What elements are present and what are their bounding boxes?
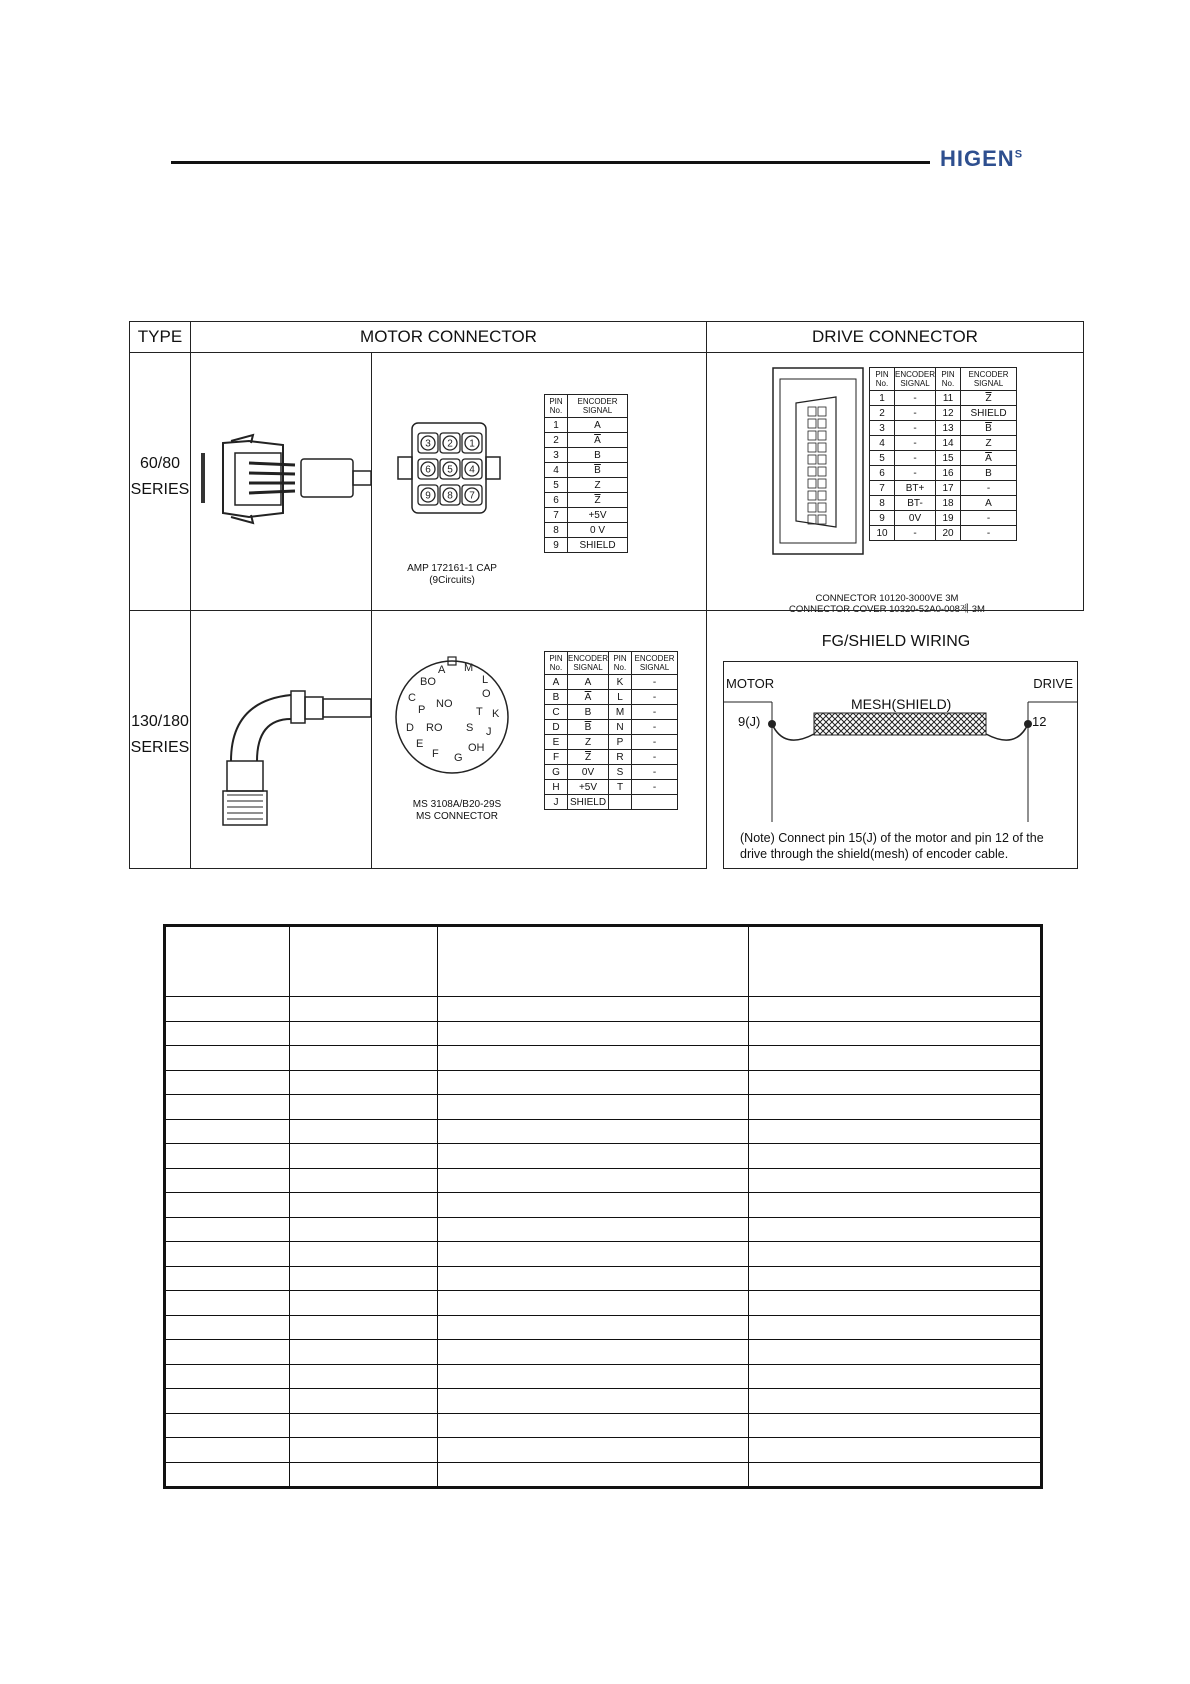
- table-cell: [166, 1242, 290, 1267]
- table-row: [166, 1438, 1041, 1463]
- table-row: F $\overline{Z}$ R -: [545, 750, 678, 765]
- plug-connector-icon: [191, 353, 371, 610]
- mdr-pin: [808, 419, 816, 428]
- table-cell: [749, 1413, 1041, 1438]
- table-row: 3 - 13 $\overline{B}$: [870, 421, 1017, 436]
- table-cell: [290, 1266, 438, 1291]
- pin-number: 8: [447, 490, 453, 502]
- table-cell: [166, 1046, 290, 1071]
- table-cell: [166, 1095, 290, 1120]
- ms-pin-letter: P: [418, 704, 426, 716]
- table-cell: [438, 1364, 749, 1389]
- mdr-pin: [818, 503, 826, 512]
- table-row: [166, 1168, 1041, 1193]
- table-cell: [438, 1266, 749, 1291]
- table-row: [166, 1046, 1041, 1071]
- table-row: D $\overline{B}$ N -: [545, 720, 678, 735]
- table-cell: [438, 1193, 749, 1218]
- table-cell: [166, 1340, 290, 1365]
- table-cell: [749, 1364, 1041, 1389]
- table-row: 5 Z: [545, 478, 628, 493]
- mdr-pin: [818, 479, 826, 488]
- mdr-pin: [808, 431, 816, 440]
- table-cell: [438, 997, 749, 1022]
- mdr-pin: [808, 479, 816, 488]
- ms-pin-letter: L: [482, 674, 489, 686]
- table-row: 3 B: [545, 448, 628, 463]
- table-row: 10 - 20 -: [870, 526, 1017, 541]
- mdr-pin: [808, 455, 816, 464]
- ms-pin-letter: RO: [426, 722, 443, 734]
- table-cell: [290, 1144, 438, 1169]
- table-row: G 0V S -: [545, 765, 678, 780]
- table-row: 8 0 V: [545, 523, 628, 538]
- mdr-pin: [808, 443, 816, 452]
- pin-number: 1: [469, 438, 475, 450]
- table-row: [166, 1364, 1041, 1389]
- table-cell: [749, 1119, 1041, 1144]
- table-cell: [749, 1291, 1041, 1316]
- mdr-pin: [818, 467, 826, 476]
- ms-pin-letter: A: [438, 664, 446, 676]
- table-row: 4 - 14 Z: [870, 436, 1017, 451]
- mdr-pin: [818, 407, 826, 416]
- table-cell: [438, 1438, 749, 1463]
- table-cell: [290, 1070, 438, 1095]
- table-cell: [438, 1242, 749, 1267]
- blank-grid: [165, 926, 1041, 1487]
- table-cell: [749, 1462, 1041, 1487]
- table-cell: [290, 1462, 438, 1487]
- table-cell: [290, 1119, 438, 1144]
- table-cell: [749, 1389, 1041, 1414]
- mdr-pin: [818, 491, 826, 500]
- table-cell: [438, 1095, 749, 1120]
- table-cell: [290, 1438, 438, 1463]
- ms-connector-icon: [392, 655, 512, 775]
- mdr-pin: [808, 407, 816, 416]
- table-cell: [438, 1340, 749, 1365]
- table-row: 7 BT+ 17 -: [870, 481, 1017, 496]
- table-row: A A K -: [545, 675, 678, 690]
- ms-pin-letter: K: [492, 708, 500, 720]
- mdr-pin: [808, 491, 816, 500]
- amp-caption: AMP 172161-1 CAP (9Circuits): [407, 563, 497, 586]
- ms-pin-letter: NO: [436, 698, 453, 710]
- table-row: [166, 1021, 1041, 1046]
- ms-pin-letter: T: [476, 706, 483, 718]
- table-row: [166, 1217, 1041, 1242]
- table-row: 7 +5V: [545, 508, 628, 523]
- table-cell: [438, 1413, 749, 1438]
- table-cell: [166, 1168, 290, 1193]
- drive-caption: CONNECTOR 10120-3000VE 3M CONNECTOR COVER 10320-52A0-008제 3M: [789, 593, 985, 615]
- table-row: [166, 1144, 1041, 1169]
- ms-pin-letter: BO: [420, 676, 436, 688]
- ms-pin-letter: F: [432, 748, 439, 760]
- mdr-pin: [808, 503, 816, 512]
- table-cell: [438, 1119, 749, 1144]
- table-row: 1 A: [545, 418, 628, 433]
- table-row: [166, 927, 1041, 997]
- mdr-pin: [818, 431, 826, 440]
- pin-number: 7: [469, 490, 475, 502]
- table-cell: [166, 1438, 290, 1463]
- table-cell: [290, 1291, 438, 1316]
- table-cell: [749, 997, 1041, 1022]
- table-cell: [290, 997, 438, 1022]
- ms-pin-letter: D: [406, 722, 414, 734]
- table-cell: [290, 1168, 438, 1193]
- table-row: 9 0V 19 -: [870, 511, 1017, 526]
- table-cell: [749, 1438, 1041, 1463]
- table-row: 9 SHIELD: [545, 538, 628, 553]
- blank-table: [163, 924, 1043, 1489]
- fg-diagram: [723, 661, 1078, 869]
- table-cell: [438, 1070, 749, 1095]
- table-row: [166, 997, 1041, 1022]
- table-cell: [749, 1144, 1041, 1169]
- table-row: C B M -: [545, 705, 678, 720]
- header-motor-connector: MOTOR CONNECTOR: [190, 321, 707, 353]
- table-row: [166, 1340, 1041, 1365]
- fg-drive-pin: 12: [1032, 714, 1047, 729]
- table-cell: [749, 1193, 1041, 1218]
- table-row: [166, 1095, 1041, 1120]
- table-cell: [290, 1217, 438, 1242]
- table-cell: [166, 1144, 290, 1169]
- fg-drive-label: DRIVE: [1033, 676, 1073, 691]
- pin-number: 3: [425, 438, 431, 450]
- table-row: B $\overline{A}$ L -: [545, 690, 678, 705]
- table-cell: [749, 1242, 1041, 1267]
- mdr-pin: [818, 443, 826, 452]
- table-cell: [438, 1144, 749, 1169]
- table-row: [166, 1242, 1041, 1267]
- ms-pin-letter: OH: [468, 742, 485, 754]
- motor-plug-image-60-80: [190, 352, 372, 611]
- table-row: [166, 1266, 1041, 1291]
- table-cell: [749, 927, 1041, 997]
- table-cell: [166, 1389, 290, 1414]
- ms-pin-letter: J: [486, 726, 492, 738]
- ms-pin-letter: S: [466, 722, 474, 734]
- ms-pin-letter: M: [464, 662, 474, 674]
- table-cell: [749, 1046, 1041, 1071]
- ms-caption: MS 3108A/B20-29S MS CONNECTOR: [412, 799, 502, 822]
- table-cell: [166, 1217, 290, 1242]
- brand-logo: $HIGEN^S$: [940, 146, 1024, 171]
- table-cell: [438, 1389, 749, 1414]
- table-row: 2 - 12 SHIELD: [870, 406, 1017, 421]
- table-row: [166, 1389, 1041, 1414]
- mdr-pin: [808, 467, 816, 476]
- table-cell: [749, 1095, 1041, 1120]
- table-row: E Z P -: [545, 735, 678, 750]
- table-cell: [749, 1266, 1041, 1291]
- table-cell: [166, 1193, 290, 1218]
- pin-number: 4: [469, 464, 475, 476]
- table-cell: [290, 1364, 438, 1389]
- table-row: [166, 1413, 1041, 1438]
- type-cell-130-180: 130/180 SERIES: [129, 610, 191, 869]
- mdr-connector-icon: [772, 367, 867, 557]
- table-cell: [749, 1168, 1041, 1193]
- header-rule: [171, 161, 930, 164]
- table-cell: [438, 927, 749, 997]
- table-cell: [749, 1021, 1041, 1046]
- fg-mesh-label: MESH(SHIELD): [851, 696, 952, 712]
- table-row: 4 $\overline{B}$: [545, 463, 628, 478]
- table-row: 8 BT- 18 A: [870, 496, 1017, 511]
- table-row: [166, 1070, 1041, 1095]
- table-cell: [166, 1070, 290, 1095]
- table-cell: [166, 1315, 290, 1340]
- pin-number: 6: [425, 464, 431, 476]
- table-cell: [438, 1291, 749, 1316]
- table-cell: [166, 927, 290, 997]
- pin-number: 5: [447, 464, 453, 476]
- table-cell: [290, 1242, 438, 1267]
- motor-pin-table-130-180: PIN No. ENCODER SIGNAL PIN No. ENCODER SIGNAL A A K - B $\overline{A}$ L - C B M - D $\overline{B}$ N - E Z P - F $\overline{Z}$ R - G 0V S - H +5V T - J SHIELD: [544, 651, 678, 810]
- motor-pin-table-60-80: PIN No. ENCODER SIGNAL 1 A 2 $\overline{A}$ 3 B 4 $\overline{B}$ 5 Z 6 $\overline{Z}$ 7 +5V 8 0 V 9 SHIELD: [544, 394, 628, 553]
- mdr-pin: [818, 515, 826, 524]
- table-cell: [166, 1364, 290, 1389]
- encoder-wiring-table: [129, 321, 1084, 869]
- motor-plug-image-130-180: [190, 610, 372, 869]
- table-cell: [290, 927, 438, 997]
- table-row: 1 - 11 $\overline{Z}$: [870, 391, 1017, 406]
- table-cell: [749, 1070, 1041, 1095]
- fg-motor-label: MOTOR: [726, 676, 775, 691]
- table-cell: [290, 1413, 438, 1438]
- table-row: [166, 1291, 1041, 1316]
- ms-pin-letter: E: [416, 738, 424, 750]
- table-row: [166, 1462, 1041, 1487]
- table-cell: [749, 1315, 1041, 1340]
- table-cell: [438, 1217, 749, 1242]
- table-cell: [166, 1119, 290, 1144]
- table-cell: [290, 1021, 438, 1046]
- header-type: TYPE: [129, 321, 191, 353]
- table-cell: [166, 1291, 290, 1316]
- header-drive-connector: DRIVE CONNECTOR: [706, 321, 1084, 353]
- angled-connector-icon: [191, 611, 371, 868]
- motor-connector-cell-130-180: [371, 610, 707, 869]
- table-row: 5 - 15 $\overline{A}$: [870, 451, 1017, 466]
- table-row: J SHIELD: [545, 795, 678, 810]
- ms-pin-letter: O: [482, 688, 491, 700]
- table-row: [166, 1315, 1041, 1340]
- table-cell: [290, 1046, 438, 1071]
- type-cell-60-80: 60/80 SERIES: [129, 352, 191, 611]
- motor-connector-cell-60-80: [371, 352, 707, 611]
- table-cell: [438, 1046, 749, 1071]
- shield-wire-icon: [724, 662, 1077, 822]
- fg-note: (Note) Connect pin 15(J) of the motor and pin 12 of the drive through the shield(mesh) of encoder cable.: [740, 831, 1044, 861]
- table-cell: [290, 1340, 438, 1365]
- drive-connector-cell-60-80: [706, 352, 1084, 615]
- fg-shield-wiring-cell: [706, 610, 1084, 869]
- table-cell: [438, 1315, 749, 1340]
- table-row: 2 $\overline{A}$: [545, 433, 628, 448]
- ms-pin-letter: G: [454, 752, 463, 764]
- table-cell: [166, 1021, 290, 1046]
- table-cell: [438, 1168, 749, 1193]
- mdr-pin: [818, 455, 826, 464]
- table-row: 6 $\overline{Z}$: [545, 493, 628, 508]
- mdr-pin: [818, 419, 826, 428]
- table-row: [166, 1193, 1041, 1218]
- table-cell: [438, 1021, 749, 1046]
- fg-motor-pin: 9(J): [738, 714, 761, 729]
- pin-number: 9: [425, 490, 431, 502]
- table-cell: [290, 1315, 438, 1340]
- table-row: [166, 1119, 1041, 1144]
- fg-title: FG/SHIELD WIRING: [821, 633, 971, 650]
- table-cell: [290, 1193, 438, 1218]
- table-cell: [749, 1340, 1041, 1365]
- drive-pin-table-60-80: PIN No. ENCODER SIGNAL PIN No. ENCODER SIGNAL 1 - 11 $\overline{Z}$ 2 - 12 SHIELD 3 - 13 $\overline{B}$ 4 - 14 Z 5 - 15 $\overline{A}$ 6 - 16 B 7 BT+ 17 - 8 BT- 18 A 9 0V 19 - 10 - 20 -: [869, 367, 1017, 541]
- ms-pin-letter: C: [408, 692, 416, 704]
- pin-number: 2: [447, 438, 453, 450]
- table-cell: [749, 1217, 1041, 1242]
- table-row: H +5V T -: [545, 780, 678, 795]
- table-cell: [290, 1095, 438, 1120]
- table-cell: [438, 1462, 749, 1487]
- amp-connector-icon: [392, 421, 502, 521]
- table-cell: [166, 1462, 290, 1487]
- table-cell: [166, 1413, 290, 1438]
- table-cell: [166, 1266, 290, 1291]
- table-cell: [290, 1389, 438, 1414]
- table-row: 6 - 16 B: [870, 466, 1017, 481]
- table-cell: [166, 997, 290, 1022]
